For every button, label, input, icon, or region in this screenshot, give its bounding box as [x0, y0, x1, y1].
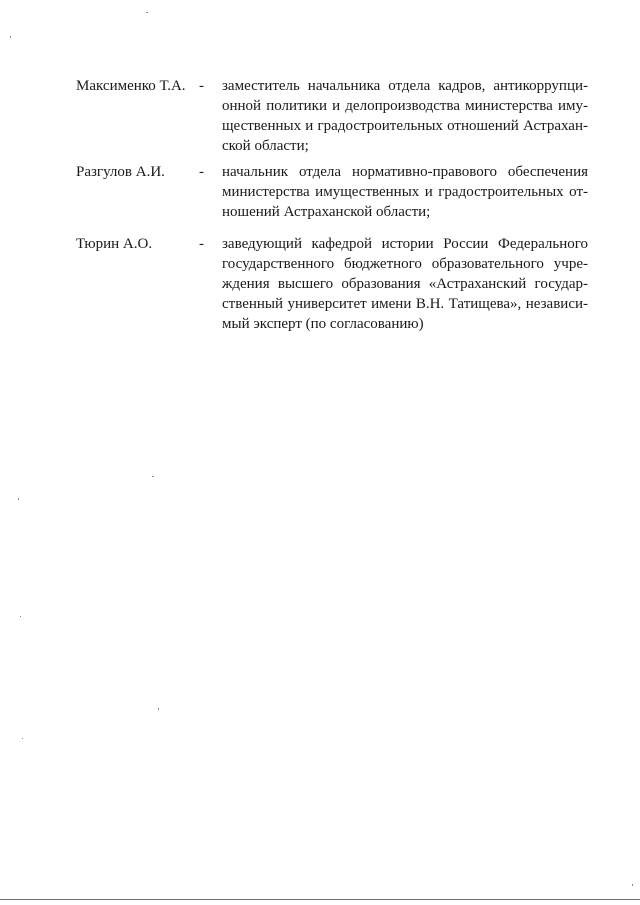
scan-speck — [20, 616, 21, 617]
scan-speck — [158, 708, 159, 710]
member-name: Разгулов А.И. — [76, 164, 165, 180]
scan-speck — [22, 738, 23, 739]
position-line: ской области; — [222, 138, 309, 154]
separator-dash: - — [199, 164, 204, 180]
scan-speck — [146, 12, 148, 13]
separator-dash: - — [199, 78, 204, 94]
position-line: мый эксперт (по согласованию) — [222, 316, 424, 332]
member-position — [222, 234, 588, 334]
position-line: министерства имущественных и градостроительных от- — [222, 184, 588, 200]
scan-speck — [10, 36, 11, 38]
position-line: щественных и градостроительных отношений Астрахан- — [222, 118, 588, 134]
position-line: заместитель начальника отдела кадров, антикоррупци- — [222, 78, 588, 94]
position-line: заведующий кафедрой истории России Федерального — [222, 236, 588, 252]
scan-speck — [18, 498, 19, 500]
position-line: государственного бюджетного образовательного учре- — [222, 256, 588, 272]
position-line: ственный университет имени В.Н. Татищева», независи- — [222, 296, 588, 312]
scan-speck — [632, 884, 633, 886]
position-line: начальник отдела нормативно-правового обеспечения — [222, 164, 588, 180]
scan-speck — [152, 476, 154, 477]
position-line: онной политики и делопроизводства министерства иму- — [222, 98, 588, 114]
member-position — [222, 162, 588, 222]
member-name: Тюрин А.О. — [76, 236, 153, 252]
scan-edge-line — [0, 899, 640, 900]
position-line: ношений Астраханской области; — [222, 204, 431, 220]
position-line: ждения высшего образования «Астраханский государ- — [222, 276, 588, 292]
separator-dash: - — [199, 236, 204, 252]
member-name: Максименко Т.А. — [76, 78, 186, 94]
member-position — [222, 76, 588, 156]
